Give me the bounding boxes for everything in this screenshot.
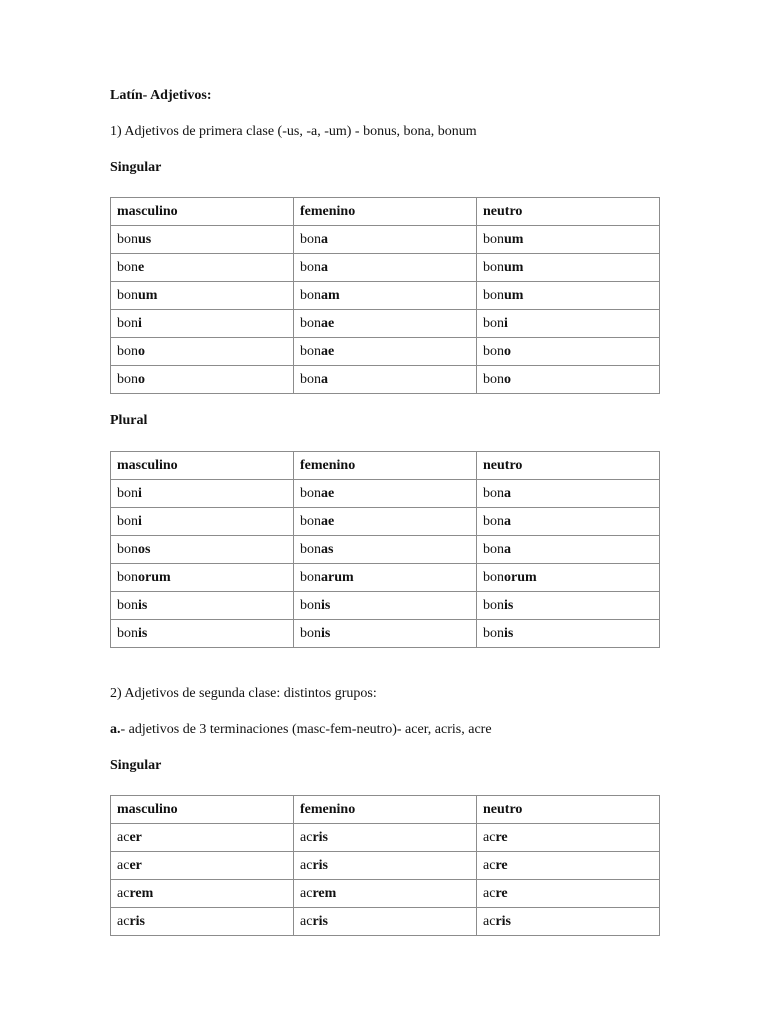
form-cell-femenino [294, 282, 477, 310]
form-cell-masculino [111, 480, 294, 508]
form-cell-masculino [111, 310, 294, 338]
word-stem: bon [117, 259, 138, 275]
column-header-masculino: masculino [111, 796, 294, 824]
word-stem: bon [117, 569, 138, 585]
word-ending: um [504, 231, 524, 247]
word-stem: bon [483, 569, 504, 585]
word-ending: a [321, 231, 328, 247]
word-ending: e [138, 259, 145, 275]
word-stem: bon [483, 343, 504, 359]
form-cell-neutro [477, 254, 660, 282]
word-ending: ris [312, 829, 328, 845]
word-ending: ris [312, 857, 328, 873]
word-ending: a [321, 259, 328, 275]
word-ending: is [321, 625, 331, 641]
form-cell-masculino [111, 852, 294, 880]
word-ending: ae [321, 343, 335, 359]
form-cell-femenino [294, 880, 477, 908]
table-row [111, 480, 660, 508]
table-row [111, 282, 660, 310]
form-cell-neutro [477, 592, 660, 620]
declension-table-section1-plural [110, 451, 660, 648]
word-stem: ac [300, 857, 313, 873]
table-row [111, 338, 660, 366]
form-cell-neutro [477, 508, 660, 536]
word-stem: bon [300, 315, 321, 331]
form-cell-masculino [111, 366, 294, 394]
form-cell-neutro [477, 852, 660, 880]
word-ending: o [138, 371, 145, 387]
form-cell-femenino [294, 480, 477, 508]
word-stem: ac [300, 885, 313, 901]
form-cell-masculino [111, 620, 294, 648]
word-stem: bon [483, 625, 504, 641]
word-stem: bon [300, 541, 321, 557]
form-cell-neutro [477, 366, 660, 394]
page-title: Latín- Adjetivos: [110, 88, 212, 103]
word-stem: bon [483, 597, 504, 613]
sub-marker: a. [110, 722, 121, 737]
column-header-neutro: neutro [477, 796, 660, 824]
table-row [111, 536, 660, 564]
word-ending: a [321, 371, 328, 387]
form-cell-masculino [111, 908, 294, 936]
form-cell-masculino [111, 564, 294, 592]
section2-heading: 2) Adjetivos de segunda clase: distintos grupos: [110, 686, 377, 701]
form-cell-neutro [477, 908, 660, 936]
word-stem: bon [300, 513, 321, 529]
form-cell-masculino [111, 254, 294, 282]
form-cell-femenino [294, 366, 477, 394]
word-ending: i [138, 513, 142, 529]
word-stem: ac [483, 885, 496, 901]
table-header-row [111, 452, 660, 480]
table-row [111, 824, 660, 852]
table-row [111, 366, 660, 394]
word-ending: a [504, 513, 511, 529]
form-cell-masculino [111, 880, 294, 908]
form-cell-masculino [111, 338, 294, 366]
word-stem: bon [483, 287, 504, 303]
declension-table-section2-singular [110, 795, 660, 936]
form-cell-neutro [477, 226, 660, 254]
word-ending: um [138, 287, 158, 303]
word-stem: ac [117, 913, 130, 929]
form-cell-neutro [477, 480, 660, 508]
table-row [111, 564, 660, 592]
word-stem: bon [117, 541, 138, 557]
word-ending: a [504, 541, 511, 557]
word-stem: bon [300, 287, 321, 303]
section1-heading: 1) Adjetivos de primera clase (-us, -a, -um) - bonus, bona, bonum [110, 124, 477, 139]
word-stem: ac [483, 913, 496, 929]
word-ending: orum [138, 569, 171, 585]
table-row [111, 880, 660, 908]
table-row [111, 852, 660, 880]
word-ending: orum [504, 569, 537, 585]
form-cell-neutro [477, 824, 660, 852]
word-stem: bon [300, 597, 321, 613]
section2-singular-label: Singular [110, 758, 162, 773]
column-header-neutro: neutro [477, 198, 660, 226]
table-row [111, 254, 660, 282]
word-stem: bon [300, 343, 321, 359]
section1-plural-label: Plural [110, 413, 148, 428]
table-header-row [111, 198, 660, 226]
form-cell-femenino [294, 536, 477, 564]
word-ending: am [321, 287, 340, 303]
form-cell-femenino [294, 564, 477, 592]
word-ending: o [504, 343, 511, 359]
word-ending: as [321, 541, 334, 557]
word-stem: bon [300, 259, 321, 275]
form-cell-femenino [294, 824, 477, 852]
word-ending: ris [312, 913, 328, 929]
form-cell-neutro [477, 282, 660, 310]
form-cell-masculino [111, 226, 294, 254]
word-stem: bon [300, 371, 321, 387]
word-ending: i [138, 485, 142, 501]
word-ending: rem [129, 885, 154, 901]
word-ending: us [138, 231, 152, 247]
column-header-masculino: masculino [111, 452, 294, 480]
word-ending: ae [321, 315, 335, 331]
table-row [111, 620, 660, 648]
section2-subheading [110, 721, 492, 739]
word-ending: is [504, 625, 514, 641]
word-stem: bon [300, 625, 321, 641]
form-cell-masculino [111, 508, 294, 536]
word-stem: bon [117, 597, 138, 613]
word-ending: is [138, 625, 148, 641]
word-stem: ac [117, 885, 130, 901]
word-ending: er [129, 829, 142, 845]
column-header-masculino: masculino [111, 198, 294, 226]
word-ending: um [504, 259, 524, 275]
form-cell-femenino [294, 310, 477, 338]
column-header-neutro: neutro [477, 452, 660, 480]
word-ending: re [495, 885, 508, 901]
word-ending: um [504, 287, 524, 303]
word-ending: ae [321, 513, 335, 529]
word-stem: bon [300, 231, 321, 247]
table-row [111, 908, 660, 936]
form-cell-masculino [111, 592, 294, 620]
word-ending: is [138, 597, 148, 613]
word-stem: ac [117, 857, 130, 873]
sub-text: - adjetivos de 3 terminaciones (masc-fem-neutro)- acer, acris, acre [120, 722, 492, 737]
word-ending: arum [321, 569, 354, 585]
form-cell-femenino [294, 908, 477, 936]
form-cell-neutro [477, 310, 660, 338]
word-ending: ris [495, 913, 511, 929]
word-stem: bon [300, 485, 321, 501]
word-stem: bon [117, 231, 138, 247]
form-cell-femenino [294, 254, 477, 282]
word-stem: ac [117, 829, 130, 845]
word-ending: is [504, 597, 514, 613]
word-stem: bon [117, 485, 138, 501]
form-cell-femenino [294, 592, 477, 620]
word-stem: bon [117, 371, 138, 387]
word-ending: i [504, 315, 508, 331]
word-stem: bon [483, 513, 504, 529]
word-ending: ris [129, 913, 145, 929]
word-ending: i [138, 315, 142, 331]
table-row [111, 310, 660, 338]
word-stem: bon [117, 513, 138, 529]
form-cell-neutro [477, 620, 660, 648]
word-stem: bon [483, 315, 504, 331]
word-stem: ac [483, 829, 496, 845]
word-stem: bon [117, 625, 138, 641]
column-header-femenino: femenino [294, 452, 477, 480]
word-stem: bon [483, 259, 504, 275]
word-stem: ac [483, 857, 496, 873]
table-row [111, 226, 660, 254]
column-header-femenino: femenino [294, 198, 477, 226]
table-row [111, 592, 660, 620]
word-ending: re [495, 857, 508, 873]
section1-singular-label: Singular [110, 160, 162, 175]
word-ending: os [138, 541, 151, 557]
column-header-femenino: femenino [294, 796, 477, 824]
form-cell-femenino [294, 620, 477, 648]
word-ending: is [321, 597, 331, 613]
word-stem: bon [117, 287, 138, 303]
word-stem: bon [117, 315, 138, 331]
form-cell-femenino [294, 852, 477, 880]
word-ending: ae [321, 485, 335, 501]
word-ending: er [129, 857, 142, 873]
word-stem: ac [300, 913, 313, 929]
declension-table-section1-singular [110, 197, 660, 394]
table-header-row [111, 796, 660, 824]
form-cell-femenino [294, 508, 477, 536]
word-stem: ac [300, 829, 313, 845]
word-ending: re [495, 829, 508, 845]
word-ending: o [138, 343, 145, 359]
form-cell-neutro [477, 880, 660, 908]
word-ending: o [504, 371, 511, 387]
word-ending: a [504, 485, 511, 501]
form-cell-femenino [294, 338, 477, 366]
word-stem: bon [483, 485, 504, 501]
form-cell-neutro [477, 536, 660, 564]
word-stem: bon [483, 231, 504, 247]
word-stem: bon [300, 569, 321, 585]
word-ending: rem [312, 885, 337, 901]
form-cell-masculino [111, 282, 294, 310]
word-stem: bon [483, 371, 504, 387]
form-cell-neutro [477, 564, 660, 592]
form-cell-masculino [111, 824, 294, 852]
form-cell-masculino [111, 536, 294, 564]
word-stem: bon [117, 343, 138, 359]
form-cell-neutro [477, 338, 660, 366]
word-stem: bon [483, 541, 504, 557]
form-cell-femenino [294, 226, 477, 254]
table-row [111, 508, 660, 536]
